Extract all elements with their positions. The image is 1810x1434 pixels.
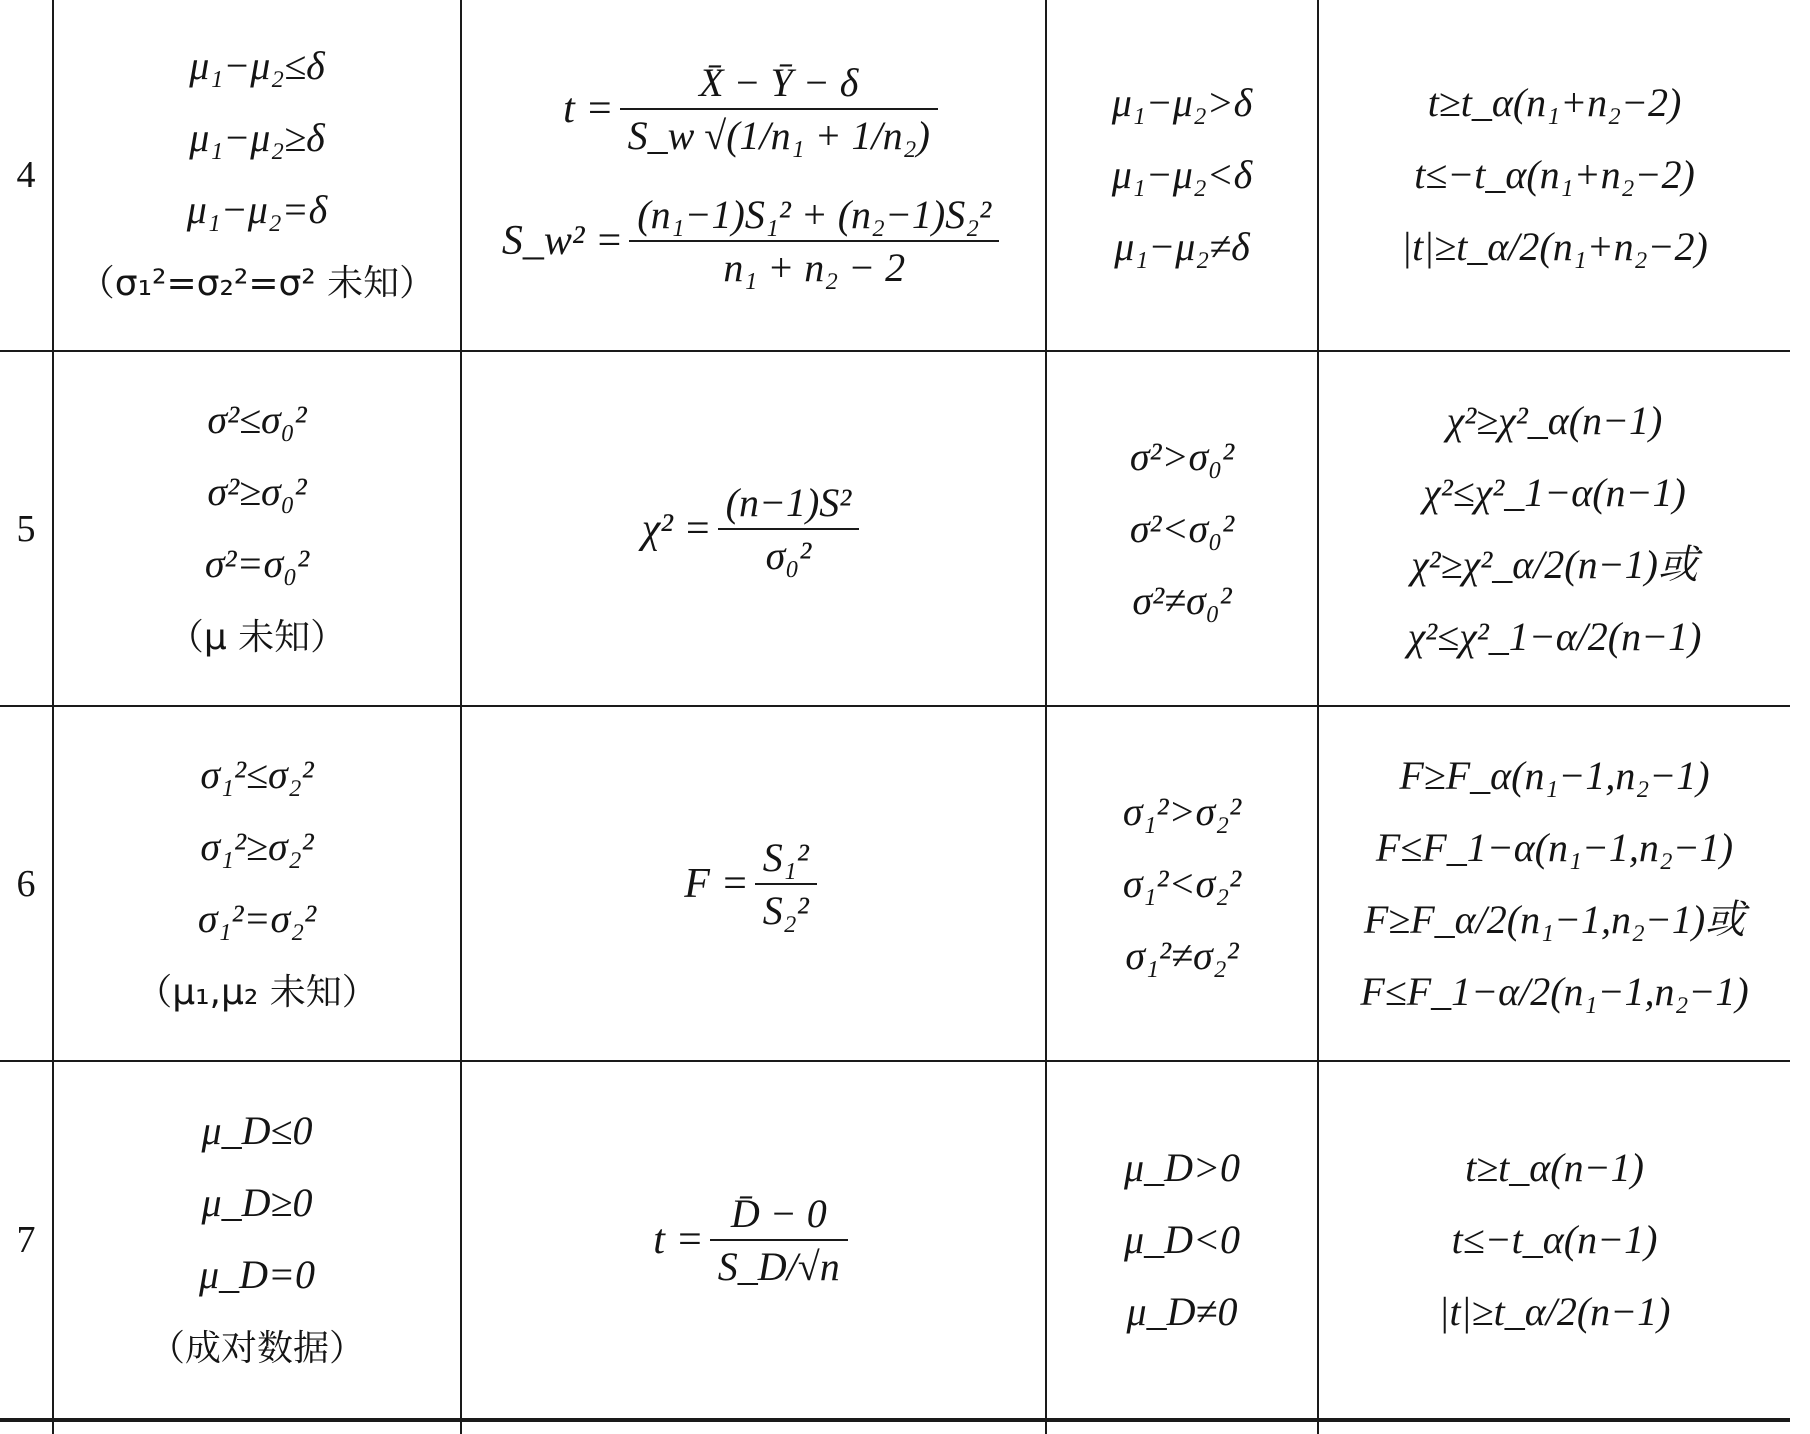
hypothesis: μ_D≥0 <box>201 1180 313 1225</box>
t-statistic-formula: t = $\frac{X̄ - Ȳ - \delta}{\text{S\_w √(1/n₁ + 1/n₂)}}$ <box>563 57 944 161</box>
rejection-rule: F≥F_α/2(n₁−1,n₂−1)或 <box>1363 896 1746 942</box>
alternative-hypotheses-cell <box>1047 707 1317 1060</box>
row-number: 7 <box>16 1219 36 1261</box>
condition-note: （μ 未知） <box>167 616 347 658</box>
test-statistic-cell <box>462 707 1045 1060</box>
rejection-rule: |t|≥t_α/2(n₁+n₂−2) <box>1401 224 1708 269</box>
hypothesis: σ²≤σ₀² <box>207 396 307 442</box>
alternative: σ₁²>σ₂² <box>1122 788 1242 834</box>
hypothesis: σ²=σ₀² <box>204 540 310 586</box>
table-bottom-rule <box>0 1418 1790 1422</box>
alternative-hypotheses-cell <box>1047 0 1317 350</box>
t-numerator: X̄ − Ȳ − δ <box>699 60 859 105</box>
row-number: 5 <box>16 507 36 550</box>
row-number: 6 <box>16 862 36 905</box>
paired-t-numerator: D̄ − 0 <box>730 1191 827 1236</box>
rejection-rule: χ²≥χ²_α(n−1) <box>1446 397 1663 443</box>
rejection-rule: F≥F_α(n₁−1,n₂−1) <box>1399 752 1710 798</box>
alternative: μ_D<0 <box>1124 1217 1240 1262</box>
hypothesis: σ₁²≤σ₂² <box>200 751 314 797</box>
paired-t-denominator: S_D/√n <box>717 1244 840 1289</box>
condition-note: （σ₁²=σ₂²=σ² 未知） <box>78 263 436 304</box>
alternative-hypotheses-cell <box>1047 1062 1317 1418</box>
pooled-variance-formula: S_w² = $\frac{\text{(n₁−1)S₁² + (n₂−1)S₂²}}{\text{n₁ + n₂ − 2}}$ <box>502 189 1005 293</box>
sw-denominator: n₁ + n₂ − 2 <box>723 245 906 290</box>
paired-t-formula: t = $\frac{D̄ - 0}{S\_D/√n}$ <box>653 1188 853 1292</box>
rejection-rule: |t|≥t_α/2(n−1) <box>1438 1289 1671 1334</box>
alternative: μ₁−μ₂≠δ <box>1114 224 1250 269</box>
rejection-region-cell <box>1319 707 1790 1060</box>
alternative: σ²≠σ₀² <box>1132 577 1232 623</box>
rejection-rule: F≤F_1−α/2(n₁−1,n₂−1) <box>1360 968 1749 1014</box>
hypothesis: μ₁−μ₂≥δ <box>189 115 325 160</box>
condition-note: （成对数据） <box>148 1328 365 1369</box>
hypothesis: μ_D=0 <box>199 1252 315 1297</box>
alternative: μ_D>0 <box>1124 1145 1240 1190</box>
hypothesis: μ_D≤0 <box>201 1108 313 1153</box>
condition-note: （μ₁,μ₂ 未知） <box>136 971 378 1013</box>
t-denominator: S_w √(1/n₁ + 1/n₂) <box>627 113 930 158</box>
chi-numerator: (n−1)S² <box>725 479 852 525</box>
row-number: 4 <box>16 154 36 196</box>
hypothesis: σ₁²=σ₂² <box>197 895 317 941</box>
alternative: σ²<σ₀² <box>1129 505 1235 551</box>
sw-numerator: (n₁−1)S₁² + (n₂−1)S₂² <box>637 192 992 237</box>
rejection-rule: t≥t_α(n−1) <box>1465 1145 1644 1190</box>
alternative: μ_D≠0 <box>1126 1289 1238 1334</box>
alternative: σ₁²≠σ₂² <box>1125 932 1239 978</box>
hypothesis: μ₁−μ₂=δ <box>186 187 328 232</box>
rejection-rule: t≥t_α(n₁+n₂−2) <box>1427 80 1682 125</box>
rejection-rule: χ²≤χ²_1−α(n−1) <box>1423 469 1686 515</box>
rejection-region-cell <box>1319 352 1790 705</box>
hypothesis: μ₁−μ₂≤δ <box>189 43 325 88</box>
test-statistic-cell <box>462 352 1045 705</box>
null-hypotheses-cell <box>54 0 460 350</box>
f-statistic-formula: F = $\frac{\text{S₁²}}{\text{S₂²}}$ <box>684 832 822 936</box>
hypothesis: σ₁²≥σ₂² <box>200 823 314 869</box>
alternative-hypotheses-cell <box>1047 352 1317 705</box>
null-hypotheses-cell <box>54 352 460 705</box>
rejection-rule: t≤−t_α(n₁+n₂−2) <box>1414 152 1695 197</box>
alternative: μ₁−μ₂<δ <box>1111 152 1253 197</box>
null-hypotheses-cell <box>54 707 460 1060</box>
rejection-rule: χ²≥χ²_α/2(n−1)或 <box>1411 541 1698 587</box>
alternative: σ²>σ₀² <box>1129 433 1235 479</box>
null-hypotheses-cell <box>54 1062 460 1418</box>
chi-denominator: σ₀² <box>765 532 812 578</box>
rejection-rule: χ²≤χ²_1−α/2(n−1) <box>1407 613 1702 659</box>
rejection-region-cell <box>1319 1062 1790 1418</box>
rejection-rule: t≤−t_α(n−1) <box>1451 1217 1658 1262</box>
hypothesis: σ²≥σ₀² <box>207 468 307 514</box>
f-denominator: S₂² <box>762 887 809 933</box>
alternative: μ₁−μ₂>δ <box>1111 80 1253 125</box>
chi-square-formula: χ² = $\frac{\text{(n−1)S²}}{\text{σ₀²}}$ <box>642 477 866 581</box>
test-statistic-cell <box>462 0 1045 350</box>
test-statistic-cell <box>462 1062 1045 1418</box>
rejection-rule: F≤F_1−α(n₁−1,n₂−1) <box>1375 824 1734 870</box>
f-numerator: S₁² <box>762 834 809 880</box>
rejection-region-cell <box>1319 0 1790 350</box>
alternative: σ₁²<σ₂² <box>1122 860 1242 906</box>
